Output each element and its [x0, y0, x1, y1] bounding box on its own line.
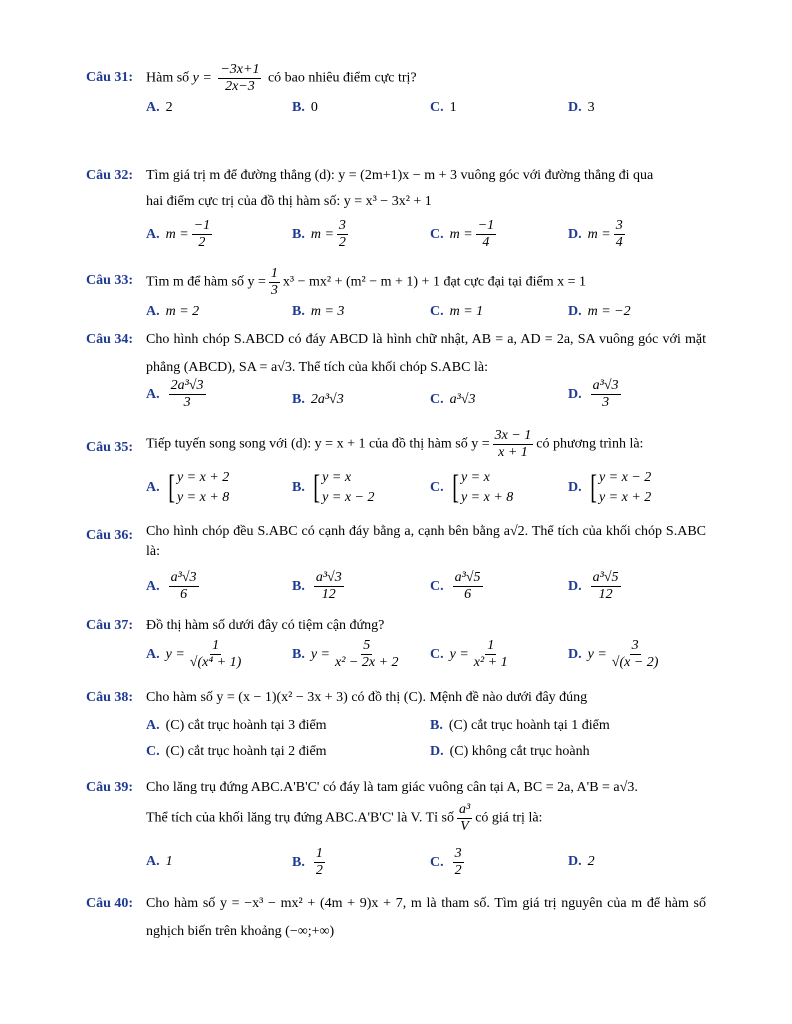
option-c[interactable]: C. 3 2 — [430, 846, 462, 878]
question-text: Cho hàm số y = −x³ − mx² + (4m + 9)x + 7, m là tham số. Tìm giá trị nguyên của m để hàm số nghịch biến trên khoảng (−∞;+∞) — [146, 896, 706, 939]
question-line-1: Cho lăng trụ đứng ABC.A'B'C' có đáy là tam giác vuông cân tại A, BC = 2a, A'B = a√3. — [146, 780, 638, 795]
question-38 — [86, 690, 706, 766]
question-text: Đồ thị hàm số dưới đây có tiệm cận đứng? — [146, 618, 385, 633]
question-line-2: hai điểm cực trị của đồ thị hàm số: y = x³ − 3x² + 1 — [146, 194, 432, 209]
option-a[interactable]: A. y = $\frac{1}{\text{√(x⁴ + 1)}}$ — [146, 638, 242, 670]
option-d[interactable]: D. a³√3 3 — [568, 378, 619, 410]
question-text: Cho hàm số y = (x − 1)(x² − 3x + 3) có đồ thị (C). Mệnh đề nào dưới đây đúng — [146, 690, 588, 705]
option-d[interactable]: D. m = $\frac{3}{4}$ — [568, 218, 623, 250]
option-c[interactable]: C. a³√3 — [430, 392, 476, 407]
question-number: Câu 39: — [86, 780, 134, 795]
question-number: Câu 35: — [86, 440, 134, 455]
option-a[interactable]: A. (C) cắt trục hoành tại 3 điểm — [146, 718, 327, 733]
option-b[interactable]: B. a³√3 12 — [292, 570, 342, 602]
option-c[interactable]: C. 1 — [430, 100, 457, 115]
question-number: Câu 38: — [86, 690, 134, 705]
option-b[interactable]: B. (C) cắt trục hoành tại 1 điểm — [430, 718, 610, 733]
question-number: Câu 36: — [86, 528, 134, 543]
question-31 — [86, 62, 706, 115]
question-number: Câu 31: — [86, 70, 134, 85]
option-b[interactable]: B. y = $\frac{5}{\text{x² − 2x + 2}}$ — [292, 638, 399, 670]
question-40 — [86, 894, 706, 954]
question-number: Câu 34: — [86, 332, 134, 347]
option-b[interactable]: B. m = 3 — [292, 304, 345, 319]
question-37 — [86, 618, 706, 682]
question-text: Cho hình chóp đều S.ABC có cạnh đáy bằng a, cạnh bên bằng a√2. Thể tích của khối chóp S.ABC là: — [146, 524, 706, 559]
question-text: Hàm số y = $\frac{-3x+1}{2x-3}$ có bao nhiêu điểm cực trị? — [146, 62, 417, 94]
option-a[interactable]: A. 2a³√3 3 — [146, 378, 204, 410]
option-a[interactable]: A. 1 — [146, 854, 173, 869]
option-b[interactable]: B. 2a³√3 — [292, 392, 344, 407]
option-d[interactable]: D. a³√5 12 — [568, 570, 619, 602]
option-d[interactable]: D. (C) không cắt trục hoành — [430, 744, 590, 759]
option-c[interactable]: C. a³√5 6 — [430, 570, 481, 602]
option-a[interactable]: A. m = 2 — [146, 304, 200, 319]
option-a[interactable]: A. a³√3 6 — [146, 570, 197, 602]
option-c[interactable]: C. [ y = x y = x + 8 — [430, 469, 514, 506]
question-text: Tìm m để hàm số y = $\frac{1}{3}$ x³ − mx² + (m² − m + 1) + 1 đạt cực đại tại điểm x = 1 — [146, 266, 587, 298]
question-text: Cho hình chóp S.ABCD có đáy ABCD là hình chữ nhật, AB = a, AD = 2a, SA vuông góc với mặt phẳng (ABCD), SA = a√3. Thể tích của khối chóp S.ABC là: — [146, 332, 706, 375]
question-text: Tiếp tuyến song song với (d): y = x + 1 của đồ thị hàm số y = $\frac{3x - 1}{x + 1}$ có phương trình là: — [146, 428, 644, 460]
question-34 — [86, 330, 706, 420]
option-d[interactable]: D. 2 — [568, 854, 595, 869]
option-b[interactable]: B. [ y = x y = x − 2 — [292, 469, 375, 506]
option-a[interactable]: A. m = $\frac{-1}{2}$ — [146, 218, 211, 250]
question-number: Câu 40: — [86, 896, 134, 911]
question-39 — [86, 780, 706, 880]
question-number: Câu 33: — [86, 273, 134, 288]
option-c[interactable]: C. y = $\frac{1}{\text{x² + 1}}$ — [430, 638, 508, 670]
option-c[interactable]: C. m = $\frac{-1}{4}$ — [430, 218, 495, 250]
question-number: Câu 37: — [86, 618, 134, 633]
option-b[interactable]: B. 0 — [292, 100, 318, 115]
option-a[interactable]: A. [ y = x + 2 y = x + 8 — [146, 469, 230, 506]
option-d[interactable]: D. y = $\frac{3}{√(x - 2)}$ — [568, 638, 659, 670]
question-number: Câu 32: — [86, 168, 134, 183]
question-35 — [86, 428, 706, 518]
option-a[interactable]: A. 2 — [146, 100, 173, 115]
option-c[interactable]: C. m = 1 — [430, 304, 484, 319]
option-d[interactable]: D. m = −2 — [568, 304, 631, 319]
question-32 — [86, 166, 706, 256]
option-b[interactable]: B. 1 2 — [292, 846, 323, 878]
question-line-1: Tìm giá trị m để đường thẳng (d): y = (2m+1)x − m + 3 vuông góc với đường thẳng đi qua — [146, 168, 654, 183]
question-33 — [86, 266, 706, 324]
question-line-2: Thể tích của khối lăng trụ đứng ABC.A'B'C' là V. Tỉ số $\frac{\text{a³}}{V}$ có giá trị là: — [146, 802, 543, 834]
question-36 — [86, 526, 706, 612]
option-d[interactable]: D. [ y = x − 2 y = x + 2 — [568, 469, 652, 506]
option-d[interactable]: D. 3 — [568, 100, 595, 115]
fraction: $\frac{-3x+1}{2x-3}$ — [220, 62, 260, 94]
option-c[interactable]: C. (C) cắt trục hoành tại 2 điểm — [146, 744, 327, 759]
option-b[interactable]: B. m = $\frac{3}{2}$ — [292, 218, 346, 250]
